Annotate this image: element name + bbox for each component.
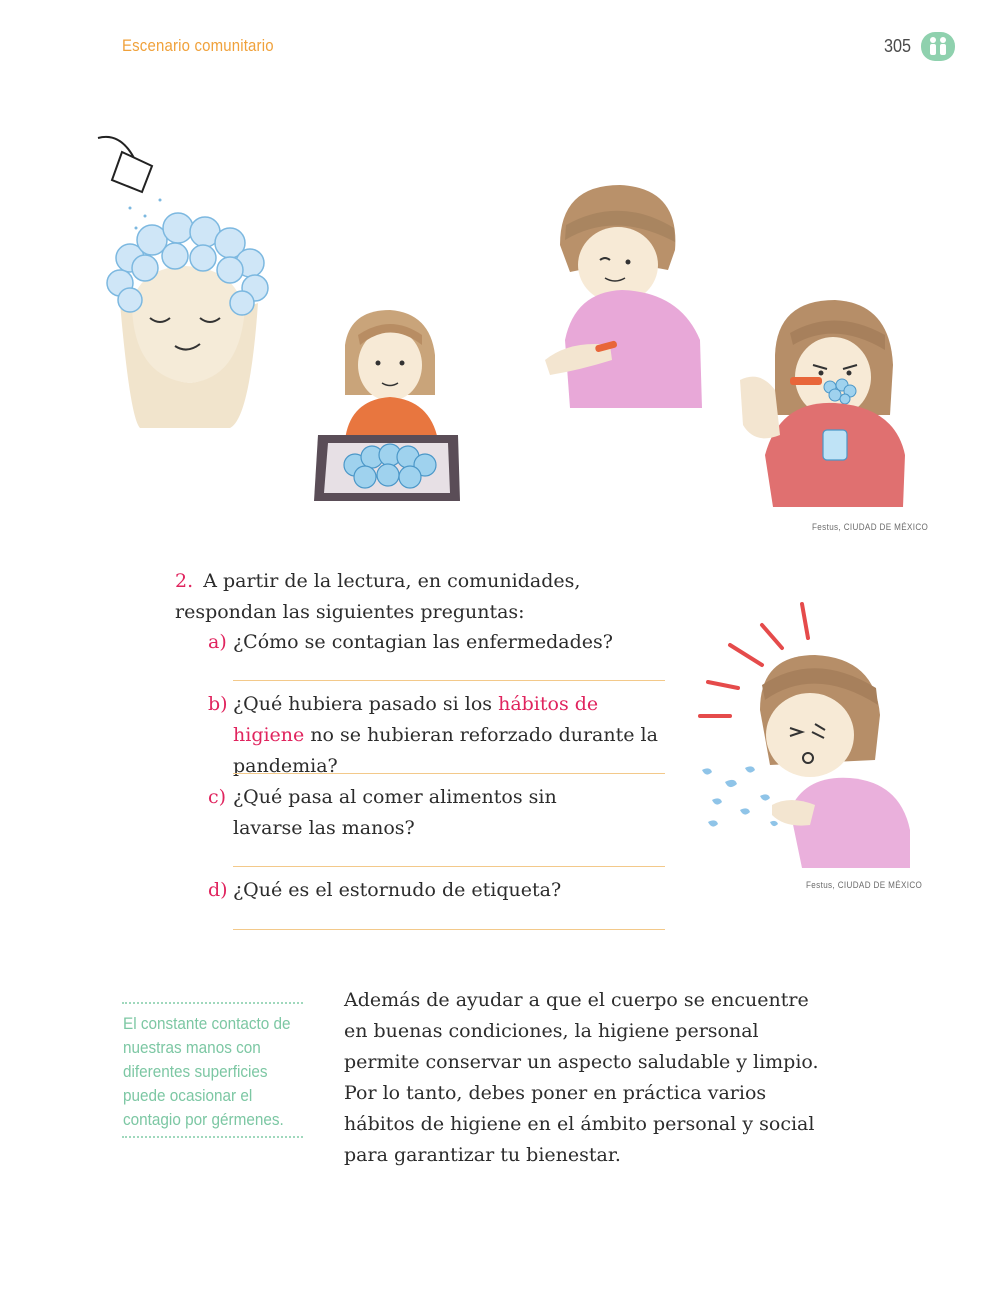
sub-question-letter: d) bbox=[208, 879, 228, 901]
child-brushing-teeth-illustration bbox=[540, 180, 710, 415]
sidebar-note: El constante contacto de nuestras manos con diferentes superficies puede ocasionar el contagio por gérmenes. bbox=[123, 1014, 291, 1129]
sub-question-b bbox=[208, 689, 668, 777]
sub-question-letter: b) bbox=[208, 693, 228, 715]
answer-line-c[interactable] bbox=[233, 866, 665, 867]
sub-question-text-end: no se hubieran reforzado durante la pandemia? bbox=[233, 724, 658, 777]
illustration-credit: Festus, CIUDAD DE MÉXICO bbox=[812, 522, 929, 532]
body-paragraph: Además de ayudar a que el cuerpo se encuentre en buenas condiciones, la higiene personal permite conservar un aspecto saludable y limpio. Por lo tanto, debes poner en práctica varios hábitos de higiene en el ámbito personal y social para garantizar tu bienestar. bbox=[344, 989, 819, 1166]
sub-question-a bbox=[208, 627, 668, 658]
question-prompt bbox=[175, 566, 675, 628]
child-showering-illustration bbox=[90, 128, 280, 428]
sub-question-letter: c) bbox=[208, 786, 227, 808]
sidebar-divider-top bbox=[122, 1002, 303, 1004]
sub-question-text bbox=[233, 689, 668, 782]
sub-question-text: ¿Cómo se contagian las enfermedades? bbox=[233, 631, 613, 653]
glossary-term: hábitos de higiene bbox=[233, 693, 599, 746]
illustration-credit: Festus, CIUDAD DE MÉXICO bbox=[806, 880, 923, 890]
answer-line-d[interactable] bbox=[233, 929, 665, 930]
answer-line-b[interactable] bbox=[233, 773, 665, 774]
page-number: 305 bbox=[884, 36, 912, 56]
sub-question-text-start: ¿Qué hubiera pasado si los bbox=[233, 693, 499, 715]
sub-question-d bbox=[208, 875, 668, 906]
question-number: 2. bbox=[175, 570, 194, 592]
child-sneezing-illustration bbox=[690, 600, 920, 875]
section-title: Escenario comunitario bbox=[122, 36, 274, 55]
sub-question-c bbox=[208, 782, 668, 839]
question-text: A partir de la lectura, en comunidades, respondan las siguientes preguntas: bbox=[175, 570, 581, 623]
sub-question-text: ¿Qué es el estornudo de etiqueta? bbox=[233, 879, 562, 901]
answer-line-a[interactable] bbox=[233, 680, 665, 681]
sub-question-letter: a) bbox=[208, 631, 227, 653]
community-icon bbox=[921, 32, 955, 61]
child-rinsing-teeth-illustration bbox=[735, 295, 915, 510]
child-washing-hands-illustration bbox=[310, 305, 465, 505]
sub-question-text: ¿Qué pasa al comer alimentos sin lavarse las manos? bbox=[233, 786, 557, 839]
sidebar-divider-bottom bbox=[122, 1136, 303, 1138]
